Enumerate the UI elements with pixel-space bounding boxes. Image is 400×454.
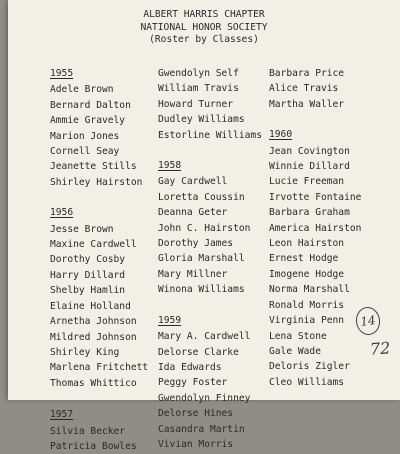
roster-name: Marlena Fritchett <box>50 362 149 374</box>
roster-name: Winnie Dillard <box>269 161 350 173</box>
year-heading-1960: 1960 <box>269 129 293 141</box>
handwritten-number: 72 <box>369 338 391 359</box>
roster-name: Ida Edwards <box>158 361 222 373</box>
roster-page <box>8 0 400 452</box>
roster-name: Shirley Hairston <box>50 176 143 188</box>
roster-name: Howard Turner <box>158 98 234 110</box>
names-1957 <box>50 424 148 454</box>
roster-name: Virginia Penn <box>269 315 345 327</box>
roster-name: Jean Covington <box>269 145 350 157</box>
roster-name: Norma Marshall <box>269 284 350 296</box>
roster-name: Maxine Cardwell <box>50 239 137 251</box>
roster-name: Gay Cardwell <box>158 176 228 188</box>
roster-name: Winona Williams <box>158 284 245 296</box>
roster-name: Cleo Williams <box>269 376 345 388</box>
names-1960 <box>269 144 361 391</box>
roster-name: Lucie Freeman <box>269 176 345 188</box>
roster-name: Alice Travis <box>269 83 339 95</box>
roster-name: Gloria Marshall <box>158 253 245 265</box>
column-3 <box>269 66 361 390</box>
roster-name: Elaine Holland <box>50 300 131 312</box>
names-1956 <box>50 222 148 391</box>
roster-name: Adele Brown <box>50 84 114 96</box>
handwritten-circled-number: 14 <box>354 305 382 336</box>
roster-name: Gwendolyn Finney <box>158 392 251 404</box>
roster-name: Ammie Gravely <box>50 115 126 127</box>
roster-name: Deanna Geter <box>158 207 228 219</box>
column-1 <box>50 66 148 454</box>
roster-name: Silvia Becker <box>50 425 126 437</box>
year-heading-1955: 1955 <box>50 68 74 79</box>
roster-name: Peggy Foster <box>158 377 228 389</box>
names-1959 <box>158 329 262 452</box>
roster-name: Bernard Dalton <box>50 99 131 111</box>
roster-name: Deloris Zigler <box>269 361 350 373</box>
roster-name: Thomas Whittico <box>50 377 137 389</box>
roster-name: Barbara Price <box>269 68 345 79</box>
roster-name: America Hairston <box>269 222 362 234</box>
roster-name: Shelby Hamlin <box>50 285 126 297</box>
roster-name: Imogene Hodge <box>269 268 345 280</box>
roster-name: Ronald Morris <box>269 299 345 311</box>
roster-name: Martha Waller <box>269 98 345 110</box>
roster-name: Jesse Brown <box>50 223 114 235</box>
document-header <box>8 9 400 47</box>
roster-name: Irvotte Fontaine <box>269 191 362 203</box>
roster-name: Ernest Hodge <box>269 253 339 265</box>
roster-name: Gwendolyn Self <box>158 68 239 79</box>
names-1955 <box>50 82 148 190</box>
names-continued-1959 <box>269 66 361 112</box>
year-heading-1959: 1959 <box>158 314 182 326</box>
roster-name: Leon Hairston <box>269 238 345 250</box>
names-1958 <box>158 174 262 297</box>
roster-name: Jeanette Stills <box>50 161 137 173</box>
roster-name: Loretta Coussin <box>158 191 245 203</box>
roster-name: Mary A. Cardwell <box>158 331 251 343</box>
column-2 <box>158 66 262 452</box>
roster-name: Mildred Johnson <box>50 331 137 343</box>
roster-name: Delorse Clarke <box>158 346 239 358</box>
roster-name: Mary Millner <box>158 268 228 280</box>
roster-name: Dorothy James <box>158 238 234 250</box>
names-continued-1957 <box>158 66 262 143</box>
year-heading-1958: 1958 <box>158 160 182 172</box>
roster-name: Shirley King <box>50 346 120 358</box>
roster-name: Barbara Graham <box>269 207 350 219</box>
roster-name: Dorothy Cosby <box>50 254 126 266</box>
roster-name: John C. Hairston <box>158 222 251 234</box>
roster-name: Dudley Williams <box>158 114 245 126</box>
roster-name: Gale Wade <box>269 345 321 357</box>
roster-name: William Travis <box>158 83 239 95</box>
roster-name: Cornell Seay <box>50 146 120 158</box>
year-heading-1957: 1957 <box>50 409 74 421</box>
chapter-title: ALBERT HARRIS CHAPTER <box>143 9 265 20</box>
roster-subtitle: (Roster by Classes) <box>149 34 259 45</box>
roster-name: Marion Jones <box>50 130 120 142</box>
roster-name: Estorline Williams <box>158 129 262 141</box>
roster-name: Arnetha Johnson <box>50 316 137 328</box>
roster-name: Patricia Bowles <box>50 440 137 452</box>
society-title: NATIONAL HONOR SOCIETY <box>140 21 268 33</box>
roster-name: Delorse Hines <box>158 408 234 420</box>
roster-name: Vivian Morris <box>158 438 234 450</box>
year-heading-1956: 1956 <box>50 207 74 219</box>
roster-name: Lena Stone <box>269 330 327 342</box>
roster-name: Casandra Martin <box>158 423 245 435</box>
roster-name: Harry Dillard <box>50 269 126 281</box>
